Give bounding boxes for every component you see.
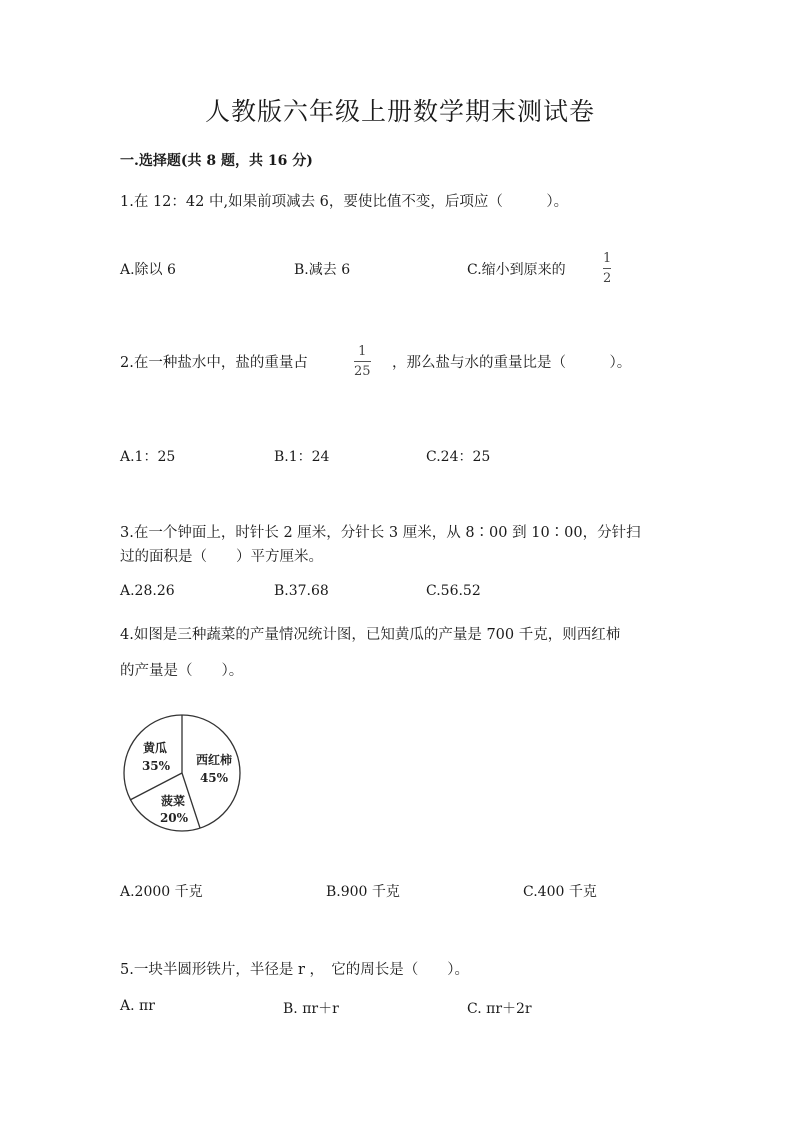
- q4-option-c: C.400 千克: [523, 884, 597, 900]
- q1-option-c: C.缩小到原来的: [467, 262, 566, 278]
- q1-option-b: B.减去 6: [294, 262, 351, 278]
- q4-option-a: A.2000 千克: [120, 884, 203, 900]
- fraction-bar: [603, 268, 611, 269]
- question-1: 1.在 12：42 中,如果前项减去 6，要使比值不变，后项应（ ）。: [120, 194, 569, 210]
- question-3-line-1: 3.在一个钟面上，时针长 2 厘米，分针长 3 厘米，从 8∶00 到 10∶00，分针扫: [120, 525, 641, 541]
- pie-label-tomato: 西红柿: [195, 753, 233, 767]
- q5-option-a: A. πr: [120, 998, 155, 1014]
- fraction-denominator: 25: [354, 364, 371, 379]
- q1-option-a: A.除以 6: [120, 262, 176, 278]
- q2-option-a: A.1：25: [120, 449, 176, 465]
- fraction-bar: [354, 361, 371, 362]
- q3-option-b: B.37.68: [274, 583, 329, 599]
- q5-option-c: C. πr＋2r: [467, 1001, 532, 1017]
- q2-option-b: B.1：24: [274, 449, 330, 465]
- fraction-denominator: 2: [603, 271, 612, 286]
- fraction-numerator: 1: [358, 344, 367, 359]
- pie-pct-cucumber: 35%: [141, 759, 171, 773]
- q2-fraction: [354, 345, 371, 378]
- pie-label-cucumber: 黄瓜: [142, 741, 168, 755]
- q5-option-b: B. πr＋r: [283, 1001, 339, 1017]
- fraction-numerator: 1: [603, 251, 612, 266]
- page-title: 人教版六年级上册数学期末测试卷: [204, 97, 595, 126]
- vegetable-pie-chart: [120, 712, 250, 834]
- pie-pct-tomato: 45%: [199, 771, 229, 785]
- question-4-line-2: 的产量是（ ）。: [120, 663, 244, 679]
- section-heading: 一.选择题(共 8 题，共 16 分): [120, 153, 313, 169]
- q1-option-c-fraction: [603, 252, 611, 285]
- question-5: 5.一块半圆形铁片，半径是 r ， 它的周长是（ ）。: [120, 962, 469, 978]
- q3-option-c: C.56.52: [426, 583, 481, 599]
- pie-pct-spinach: 20%: [159, 811, 189, 825]
- question-3-line-2: 过的面积是（ ）平方厘米。: [120, 549, 323, 565]
- q2-option-c: C.24：25: [426, 449, 491, 465]
- question-4-line-1: 4.如图是三种蔬菜的产量情况统计图，已知黄瓜的产量是 700 千克，则西红柿: [120, 627, 621, 643]
- question-2-text-after: ，那么盐与水的重量比是（ ）。: [392, 355, 632, 371]
- q3-option-a: A.28.26: [120, 583, 175, 599]
- pie-label-spinach: 菠菜: [160, 794, 186, 808]
- question-2-text: 2.在一种盐水中，盐的重量占: [120, 355, 308, 371]
- q4-option-b: B.900 千克: [326, 884, 400, 900]
